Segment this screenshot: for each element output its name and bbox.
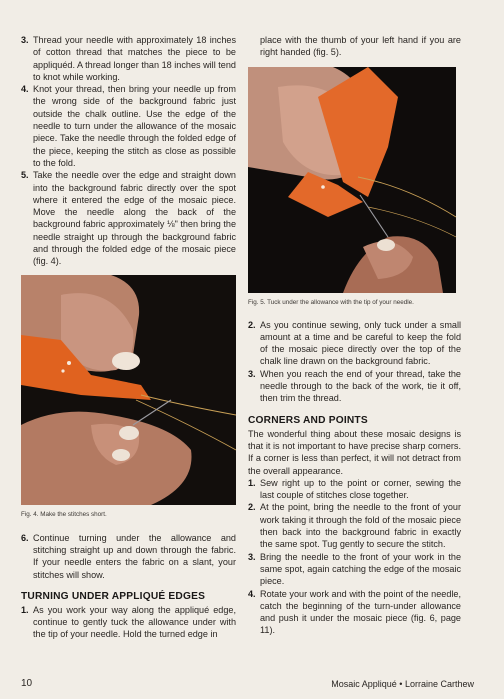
step-text: As you work your way along the appliqué edge, continue to gently tuck the allowance under with the tip of your needle. Hold the turned edge in — [33, 604, 236, 640]
step-text: Take the needle over the edge and straight down into the background fabric directly over the spot where it entered the edge of the mosaic piece. Move the needle along the back of the background fabric approximately ⅛" then bring the needle straight up through the background fabric and through the folded edge of the mosaic piece (fig. 4). — [33, 170, 236, 267]
step-2 — [248, 319, 461, 368]
continued-paragraph: place with the thumb of your left hand if you are right handed (fig. 5). — [260, 35, 461, 58]
step-text: At the point, bring the needle to the front of your work taking it through the fold of the mosaic piece then back into the background fabric in exactly the same spot. Tug gently to secure the stitch. — [260, 502, 461, 550]
step-number: 3. — [21, 35, 29, 45]
step-6 — [21, 532, 236, 581]
steps-list — [248, 477, 461, 637]
step-number: 1. — [21, 604, 29, 615]
step-text: Rotate your work and with the point of the needle, catch the beginning of the turn-under allowance and push it under the mosaic piece (fig. 6, page 11). — [260, 588, 461, 636]
right-column — [248, 34, 461, 637]
step-number: 2. — [248, 502, 256, 513]
left-column — [21, 34, 236, 641]
intro-paragraph: The wonderful thing about these mosaic designs is that it is not important to have precise sharp corners. If a corner is less than perfect, it will not detract from the overall appearance. — [248, 428, 461, 476]
step-number: 2. — [248, 319, 256, 330]
figure-4-caption: Fig. 4. Make the stitches short. — [21, 510, 107, 518]
step-number: 3. — [248, 551, 256, 562]
section-heading-corners-and-points: CORNERS AND POINTS — [248, 414, 368, 426]
steps-list — [248, 319, 461, 405]
step-text: When you reach the end of your thread, take the needle through to the back of the work, tie it off, then trim the thread. — [260, 368, 461, 404]
step-number: 3. — [248, 368, 256, 379]
step-text: Sew right up to the point or corner, sewing the last couple of stitches close together. — [260, 477, 461, 501]
step-4 — [21, 83, 236, 169]
tuck-allowance-illustration — [248, 67, 456, 293]
step-number: 4. — [21, 84, 29, 95]
step-1 — [21, 604, 236, 641]
step-text: As you continue sewing, only tuck under a small amount at a time and be careful to keep the fold of the mosaic piece directly over the top of the chalk line drawn on the background fabric. — [260, 319, 461, 367]
step-number: 6. — [21, 532, 29, 543]
step-4 — [248, 588, 461, 637]
page-number: 10 — [21, 678, 33, 689]
running-title: Mosaic Appliqué • Lorraine Carthew — [331, 679, 474, 689]
figure-5-photo — [248, 67, 456, 293]
hand-sewing-illustration — [21, 275, 236, 505]
step-3 — [21, 34, 236, 83]
figure-4-photo — [21, 275, 236, 505]
step-number: 4. — [248, 588, 256, 599]
step-5 — [21, 169, 236, 267]
step-2 — [248, 501, 461, 550]
step-1 — [248, 477, 461, 502]
step-3 — [248, 368, 461, 405]
step-3 — [248, 551, 461, 588]
step-text: Continue turning under the allowance and stitching straight up and down through the fabric. If your needle enters the fabric on a slant, your stitches will show. — [33, 532, 236, 580]
step-number: 5. — [21, 170, 29, 181]
figure-5-caption: Fig. 5. Tuck under the allowance with the tip of your needle. — [248, 298, 414, 306]
step-text: Knot your thread, then bring your needle up from the wrong side of the background fabric just outside the chalk outline. Use the edge of the needle to turn under the allowance of the mosaic piece. Take the needle through the folded edge of the piece, keeping the stitch as close as possible to the fold. — [33, 84, 236, 168]
step-number: 1. — [248, 477, 256, 488]
step-text: Bring the needle to the front of your work in the same spot, again catching the edge of the mosaic piece. — [260, 551, 461, 587]
steps-list — [21, 34, 236, 268]
step-text: Thread your needle with approximately 18 inches of cotton thread that matches the piece to be appliquéd. A thread longer than 18 inches will tend to knot while working. — [33, 35, 236, 82]
section-heading-turning-under: TURNING UNDER APPLIQUÉ EDGES — [21, 590, 206, 602]
